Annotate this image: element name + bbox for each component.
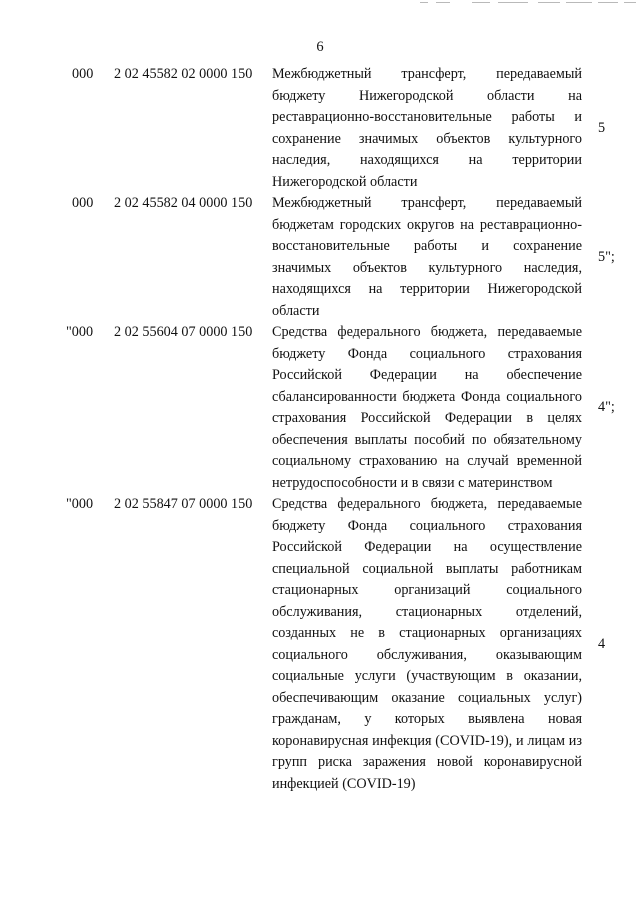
table-row (0, 494, 640, 795)
income-codes-table (0, 64, 640, 795)
scan-artifact-marks (380, 0, 640, 14)
normative-value: 4 (598, 635, 606, 652)
income-name: Межбюджетный трансферт, передаваемый бюджетам городских округов на реставрационно-восстановительные работы и сохранение значимых объектов культурного наследия, находящихся на территории Нижегородской области (272, 195, 582, 319)
income-code: 2 02 55604 07 0000 150 (114, 324, 253, 340)
income-name: Средства федерального бюджета, передаваемые бюджету Фонда социального страхования Российской Федерации на осуществление специальной социальной выплаты работникам стационарных организаций социального обслуживания, стационарных отделений, созданных не в стационарных организациях социального обслуживания, оказывающим социальные услуги (участвующим в оказании, обеспечивающим оказание социальных услуг) гражданам, у которых выявлена новая коронавирусная инфекция (COVID-19), и лицам из групп риска заражения новой коронавирусной инфекцией (COVID-19) (272, 496, 582, 792)
income-code: 2 02 45582 04 0000 150 (114, 195, 253, 211)
admin-code: 000 (72, 195, 94, 211)
normative-value: 4"; (598, 399, 615, 416)
admin-code: "000 (66, 496, 94, 512)
normative-value: 5"; (598, 248, 615, 265)
page-number: 6 (316, 39, 324, 55)
income-code: 2 02 55847 07 0000 150 (114, 496, 253, 512)
income-name: Межбюджетный трансферт, передаваемый бюджету Нижегородской области на реставрационно-восстановительные работы и сохранение значимых объектов культурного наследия, находящихся на территории Нижегородской области (272, 66, 582, 190)
income-code: 2 02 45582 02 0000 150 (114, 66, 253, 82)
income-name: Средства федерального бюджета, передаваемые бюджету Фонда социального страхования Российской Федерации на обеспечение сбалансированности бюджета Фонда социального страхования Российской Федерации в целях обеспечения выплаты пособий по обязательному социальному страхованию на случай временной нетрудоспособности и в связи с материнством (272, 324, 582, 491)
table-row (0, 193, 640, 322)
table-row (0, 64, 640, 193)
normative-value: 5 (598, 119, 606, 136)
admin-code: "000 (66, 324, 94, 340)
admin-code: 000 (72, 66, 94, 82)
table-row (0, 322, 640, 494)
